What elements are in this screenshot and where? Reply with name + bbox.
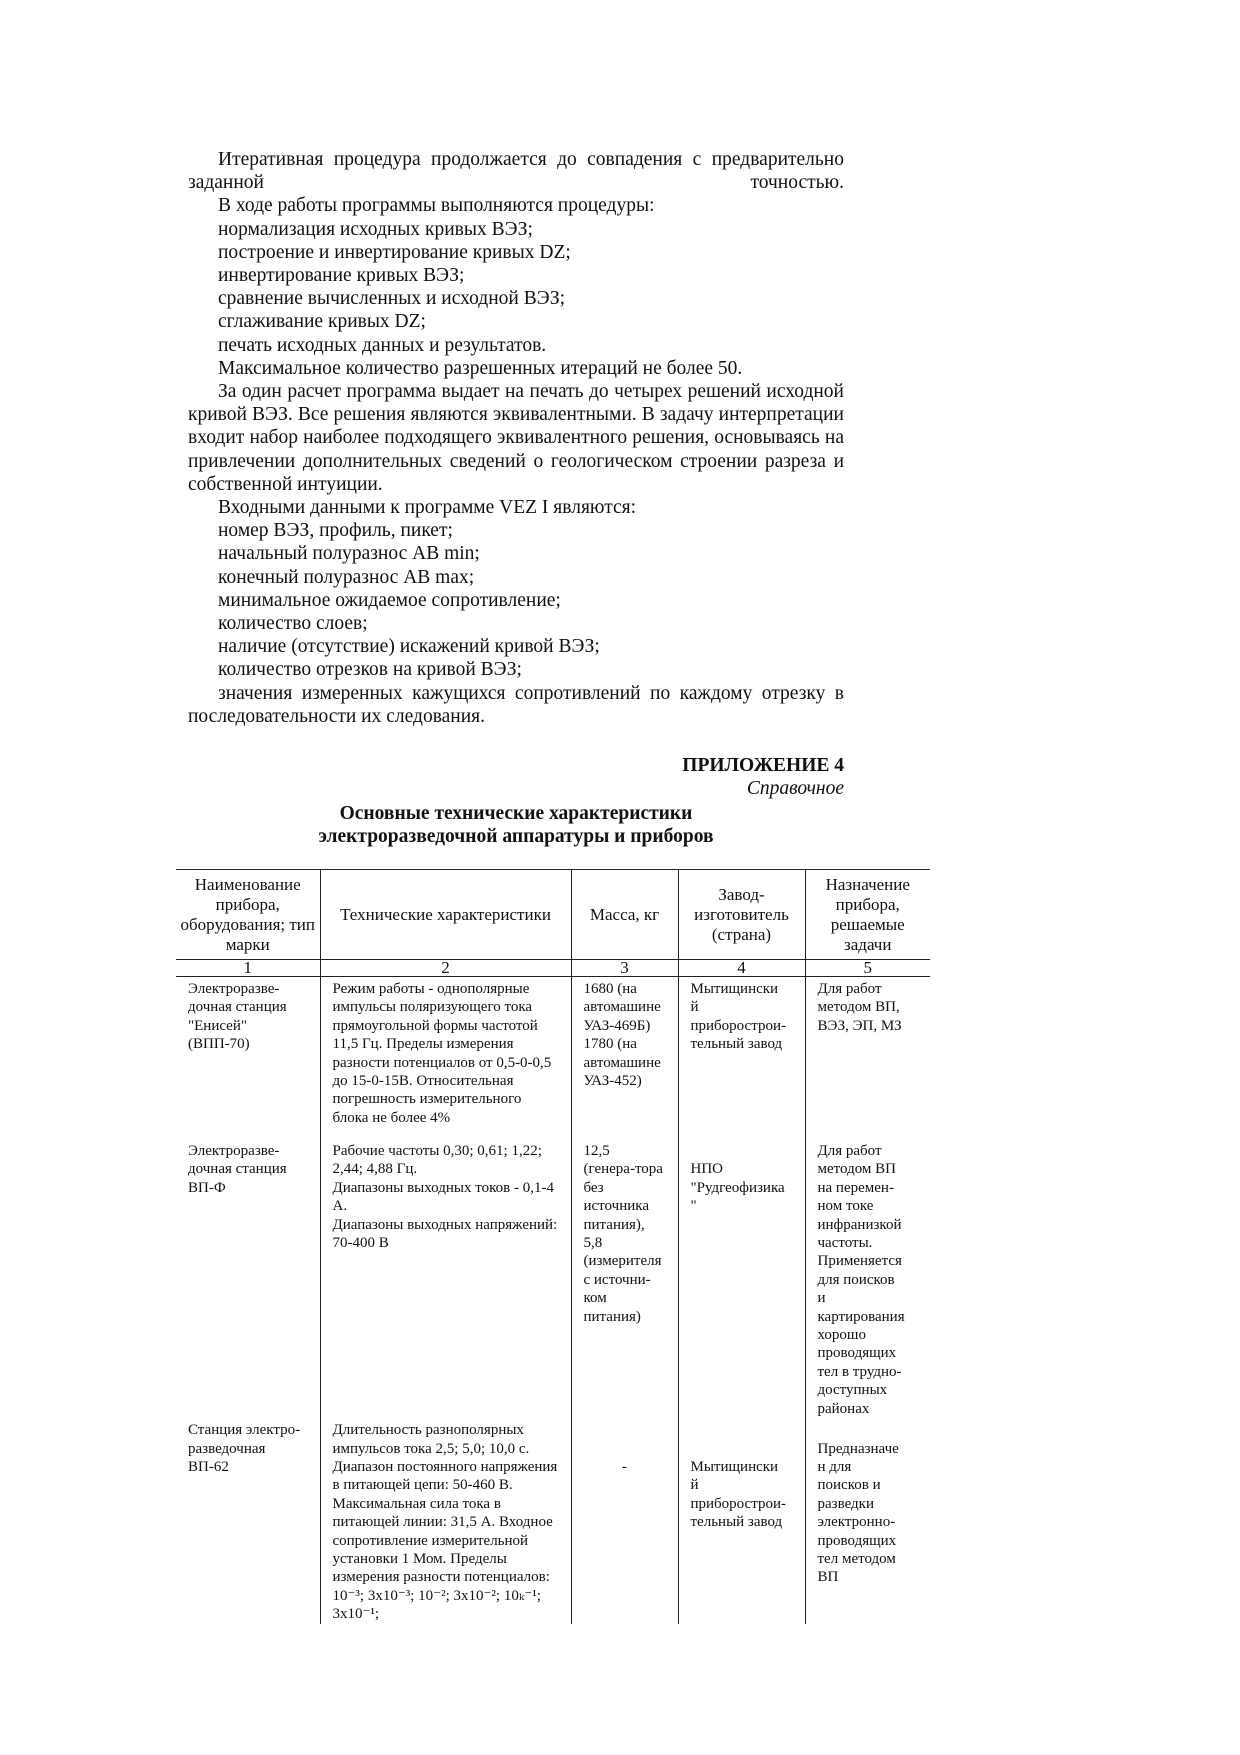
cell-name: Электроразве- дочная станция ВП-Ф [188, 1143, 287, 1196]
column-number: 5 [805, 960, 930, 977]
table-header-row [176, 870, 930, 960]
cell-mass: 1680 (на автомашине УАЗ-469Б) 1780 (на автомашине УАЗ-452) [571, 977, 678, 1140]
cell-maker: Мытищински й приборострои- тельный завод [678, 977, 805, 1140]
cell-specs: Режим работы - однополярные импульсы поляризующего тока прямоугольной формы частотой 11,5 Гц. Пределы измерения разности потенциалов от 0,5-0-0,5 до 15-0-15В. Относительная погрешность измерительного блока не более 4% [320, 977, 571, 1140]
equipment-table [176, 869, 930, 1624]
column-number: 2 [320, 960, 571, 977]
header-specs: Технические характеристики [320, 870, 571, 960]
cell-purpose: Предназначе н для поисков и разведки электронно- проводящих тел методом ВП [805, 1418, 930, 1623]
column-number: 3 [571, 960, 678, 977]
list-item: минимальное ожидаемое сопротивление; [218, 589, 561, 611]
list-item: количество слоев; [218, 613, 368, 635]
table-title-line-1: Основные технические характеристики [339, 803, 693, 824]
paragraph-iterative-first-line [188, 148, 844, 194]
list-item: сглаживание кривых DZ; [218, 311, 426, 333]
cell-purpose: Для работ методом ВП, ВЭЗ, ЭП, МЗ [805, 977, 930, 1140]
list-item: значения измеренных кажущихся сопротивлений по каждому отрезку в последовательности их следования. [188, 682, 844, 727]
paragraph-iterative: Итеративная процедура продолжается до совпадения с предварительно заданной точностью. [188, 149, 844, 194]
list-item: построение и инвертирование кривых DZ; [218, 241, 571, 263]
list-item: количество отрезков на кривой ВЭЗ; [218, 659, 522, 681]
table-row [176, 977, 930, 1140]
header-maker: Завод-изготовитель (страна) [678, 870, 805, 960]
body-text [188, 148, 844, 728]
cell-mass: 12,5 (генера-тора без источника питания), 5,8 (измерителя с источни- ком питания) [571, 1139, 678, 1418]
paragraph-input-intro: Входными данными к программе VEZ I являются: [218, 497, 637, 519]
list-item: инвертирование кривых ВЭЗ; [218, 265, 465, 287]
list-item: сравнение вычисленных и исходной ВЭЗ; [218, 288, 566, 310]
header-purpose: Назначение прибора, решаемые задачи [805, 870, 930, 960]
cell-mass: - [571, 1418, 678, 1623]
paragraph-max-iterations: Максимальное количество разрешенных итераций не более 50. [218, 357, 743, 379]
list-item: наличие (отсутствие) искажений кривой ВЭЗ; [218, 636, 600, 658]
appendix-kind: Справочное [746, 778, 844, 799]
appendix-header [188, 754, 844, 800]
paragraph-procedures-intro: В ходе работы программы выполняются процедуры: [218, 195, 655, 217]
header-name: Наименование прибора, оборудования; тип марки [176, 870, 320, 960]
paragraph-solutions: За один расчет программа выдает на печать до четырех решений исходной кривой ВЭЗ. Все решения являются эквивалентными. В задачу интерпретации входит набор наиболее подходящего эквивалентного решения, основываясь на привлечении дополнительных сведений о геологическом строении разреза и собственной интуиции. [188, 381, 844, 495]
list-item: начальный полуразнос АВ min; [218, 543, 480, 565]
column-number: 4 [678, 960, 805, 977]
list-item: конечный полуразнос АВ max; [218, 566, 475, 588]
cell-maker: Мытищински й приборострои- тельный завод [678, 1418, 805, 1623]
cell-maker: НПО "Рудгеофизика " [678, 1139, 805, 1418]
cell-purpose: Для работ методом ВП на перемен- ном токе инфранизкой частоты. Применяется для поисков и картирования хорошо проводящих тел в трудно- доступных районах [805, 1139, 930, 1418]
table-title [188, 802, 844, 848]
table-title-line-2: электроразведочной аппаратуры и приборов [318, 826, 714, 847]
table-row [176, 1139, 930, 1418]
list-item: нормализация исходных кривых ВЭЗ; [218, 218, 533, 240]
list-item: номер ВЭЗ, профиль, пикет; [218, 520, 453, 542]
cell-name: Электроразве- дочная станция "Енисей" (ВПП-70) [188, 981, 287, 1053]
appendix-label: ПРИЛОЖЕНИЕ 4 [682, 755, 844, 776]
cell-specs: Длительность разнополярных импульсов тока 2,5; 5,0; 10,0 с. Диапазон постоянного напряжения в питающей цепи: 50-460 В. Максимальная сила тока в питающей линии: 31,5 А. Входное сопротивление измерительной установки 1 Мом. Пределы измерения разности потенциалов: 10⁻³; 3x10⁻³; 10⁻²; 3x10⁻²; 10ₖ⁻¹; 3x10⁻¹; [320, 1418, 571, 1623]
header-mass: Масса, кг [571, 870, 678, 960]
list-item: печать исходных данных и результатов. [218, 334, 547, 356]
cell-name: Станция электро- разведочная ВП-62 [188, 1422, 301, 1475]
column-number: 1 [176, 960, 320, 977]
cell-specs: Рабочие частоты 0,30; 0,61; 1,22; 2,44; 4,88 Гц. Диапазоны выходных токов - 0,1-4 А. Диапазоны выходных напряжений: 70-400 В [320, 1139, 571, 1418]
table-number-row [176, 960, 930, 977]
table-row [176, 1418, 930, 1623]
